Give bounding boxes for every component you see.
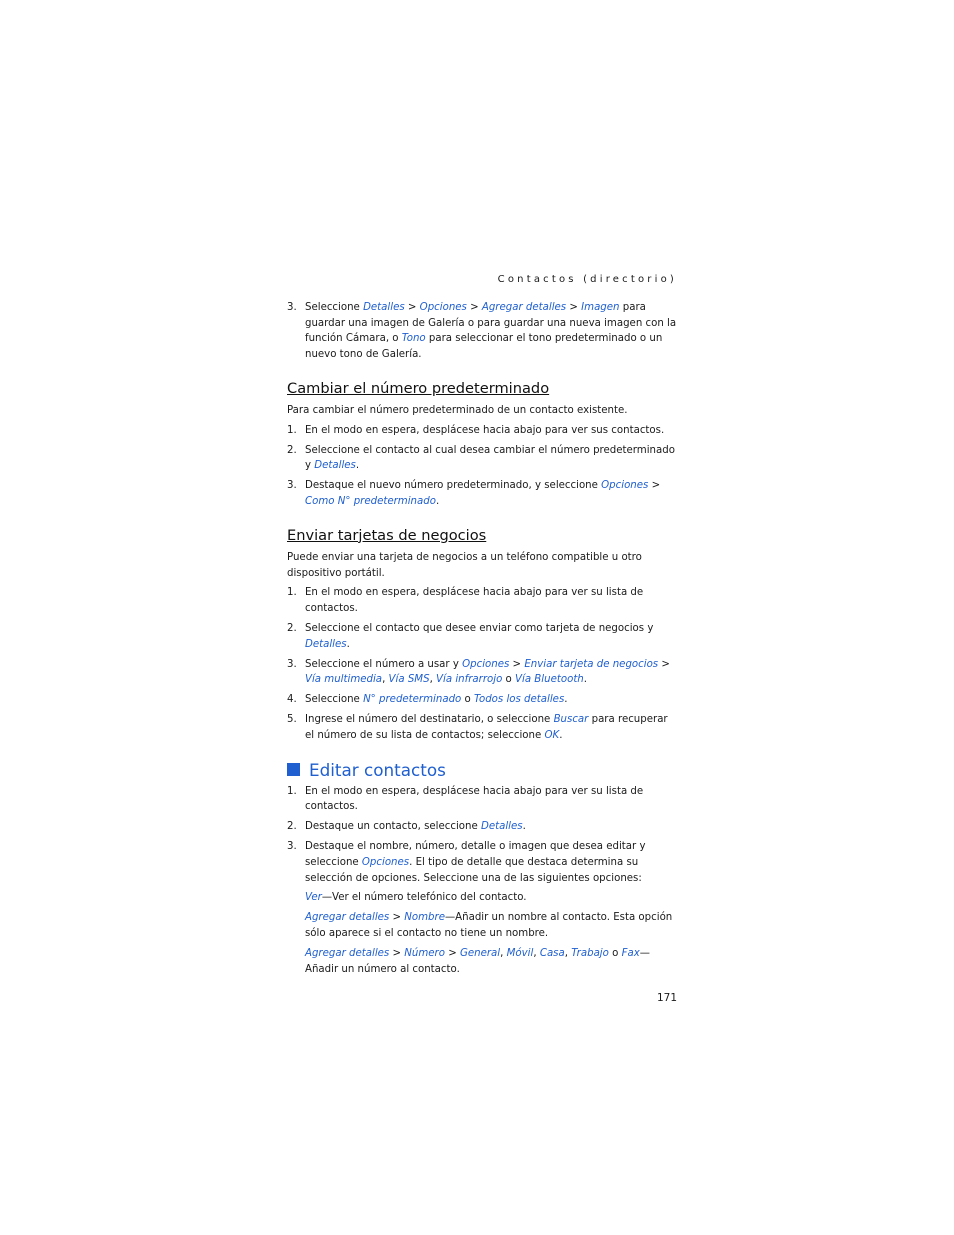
menu-link-nombre: Nombre [404,912,445,924]
list-item [287,585,677,617]
list-item [287,423,677,439]
step-text: Seleccione Detalles > Opciones > Agregar detalles > Imagen para guardar una imagen de Galería o para guardar una nueva imagen con la función Cámara, o Tono para seleccionar el tono predeterminado o un nuevo tono de Galería. [305,301,677,361]
menu-link-enviar-tarjeta: Enviar tarjeta de negocios [524,658,659,670]
step-text: En el modo en espera, desplácese hacia abajo para ver su lista de contactos. [305,785,644,813]
list-item [287,621,677,653]
list-item [287,839,677,886]
menu-link-movil: Móvil [506,947,534,959]
menu-link-fax: Fax [621,947,640,959]
blue-square-icon [287,763,300,776]
step-number: 3. [287,658,297,670]
section-title: Editar contactos [309,759,446,780]
step-text: Destaque el nuevo número predeterminado, y seleccione Opciones > Como N° predeterminado. [305,480,661,507]
menu-link-agregar-detalles: Agregar detalles [481,301,567,313]
menu-link-ok: OK [544,729,560,741]
menu-link-via-infrarrojo: Vía infrarrojo [436,674,503,686]
step-text: En el modo en espera, desplácese hacia abajo para ver su lista de contactos. [305,587,644,615]
step-text: En el modo en espera, desplácese hacia abajo para ver sus contactos. [305,424,665,436]
menu-link-agregar-detalles: Agregar detalles [305,912,390,924]
section-intro: Puede enviar una tarjeta de negocios a un teléfono compatible u otro dispositivo portátil. [287,551,642,579]
list-item [287,819,677,835]
step-number: 3. [287,301,297,313]
section-intro: Para cambiar el número predeterminado de un contacto existente. [287,404,628,416]
menu-link-via-bluetooth: Vía Bluetooth [515,674,584,686]
menu-link-opciones: Opciones [361,856,410,868]
step-text: Seleccione N° predeterminado o Todos los detalles. [305,694,568,706]
step-text: Seleccione el contacto que desee enviar como tarjeta de negocios y Detalles. [305,622,654,650]
list-item [287,692,677,708]
list-item [287,300,677,363]
menu-link-opciones: Opciones [419,301,467,313]
menu-link-buscar: Buscar [553,713,589,725]
step-number: 4. [287,694,297,706]
section-heading-edit-contacts [287,760,677,780]
list-item [287,443,677,475]
menu-link-opciones: Opciones [601,480,649,492]
list-item [287,712,677,744]
menu-link-agregar-detalles: Agregar detalles [305,947,390,959]
step-number: 2. [287,444,297,456]
option-numero: Agregar detalles > Número > General, Móvil, Casa, Trabajo o Fax—Añadir un número al contacto. [305,947,650,975]
step-number: 1. [287,587,297,599]
menu-link-casa: Casa [539,947,565,959]
menu-link-ver: Ver [305,892,322,904]
step-number: 1. [287,785,297,797]
step-number: 1. [287,424,297,436]
menu-link-via-multimedia: Vía multimedia [305,674,383,686]
step-text: Destaque un contacto, seleccione Detalles. [305,821,526,833]
step-text: Seleccione el número a usar y Opciones > Enviar tarjeta de negocios > Vía multimedia, Vía SMS, Vía infrarrojo o Vía Bluetooth. [305,658,670,686]
running-header: Contactos (directorio) [497,274,677,285]
list-item [287,657,677,689]
page-number: 171 [656,992,677,1005]
step-number: 3. [287,480,297,492]
step-number: 2. [287,821,297,833]
list-item [287,478,677,510]
list-item [287,784,677,816]
step-number: 3. [287,840,297,852]
step-text: Seleccione el contacto al cual desea cambiar el número predeterminado y Detalles. [305,444,675,472]
menu-link-como-predeterminado: Como N° predeterminado [305,495,436,507]
menu-link-tono: Tono [401,333,426,345]
menu-link-via-sms: Vía SMS [388,674,430,686]
menu-link-numero: Número [404,947,445,959]
document-page [287,272,677,1007]
menu-link-trabajo: Trabajo [571,947,609,959]
menu-link-general: General [459,947,501,959]
step-text: Destaque el nombre, número, detalle o imagen que desea editar y seleccione Opciones. El tipo de detalle que destaca determina su selección de opciones. Seleccione una de las siguientes opciones: [305,840,646,884]
section-heading-default-number: Cambiar el número predeterminado [287,379,550,397]
menu-link-todos-detalles: Todos los detalles [474,694,565,706]
menu-link-n-predeterminado: N° predeterminado [363,694,462,706]
step-number: 2. [287,622,297,634]
option-ver: Ver—Ver el número telefónico del contacto. [305,892,527,904]
menu-link-imagen: Imagen [581,301,620,313]
section-heading-business-cards: Enviar tarjetas de negocios [287,526,487,544]
menu-link-detalles: Detalles [305,638,347,650]
menu-link-opciones: Opciones [462,658,510,670]
menu-link-detalles: Detalles [363,301,405,313]
option-nombre: Agregar detalles > Nombre—Añadir un nombre al contacto. Esta opción sólo aparece si el contacto no tiene un nombre. [305,912,673,939]
menu-link-detalles: Detalles [480,821,523,833]
step-text: Ingrese el número del destinatario, o seleccione Buscar para recuperar el número de su lista de contactos; seleccione OK. [305,713,668,741]
menu-link-detalles: Detalles [314,460,356,472]
step-number: 5. [287,713,297,725]
